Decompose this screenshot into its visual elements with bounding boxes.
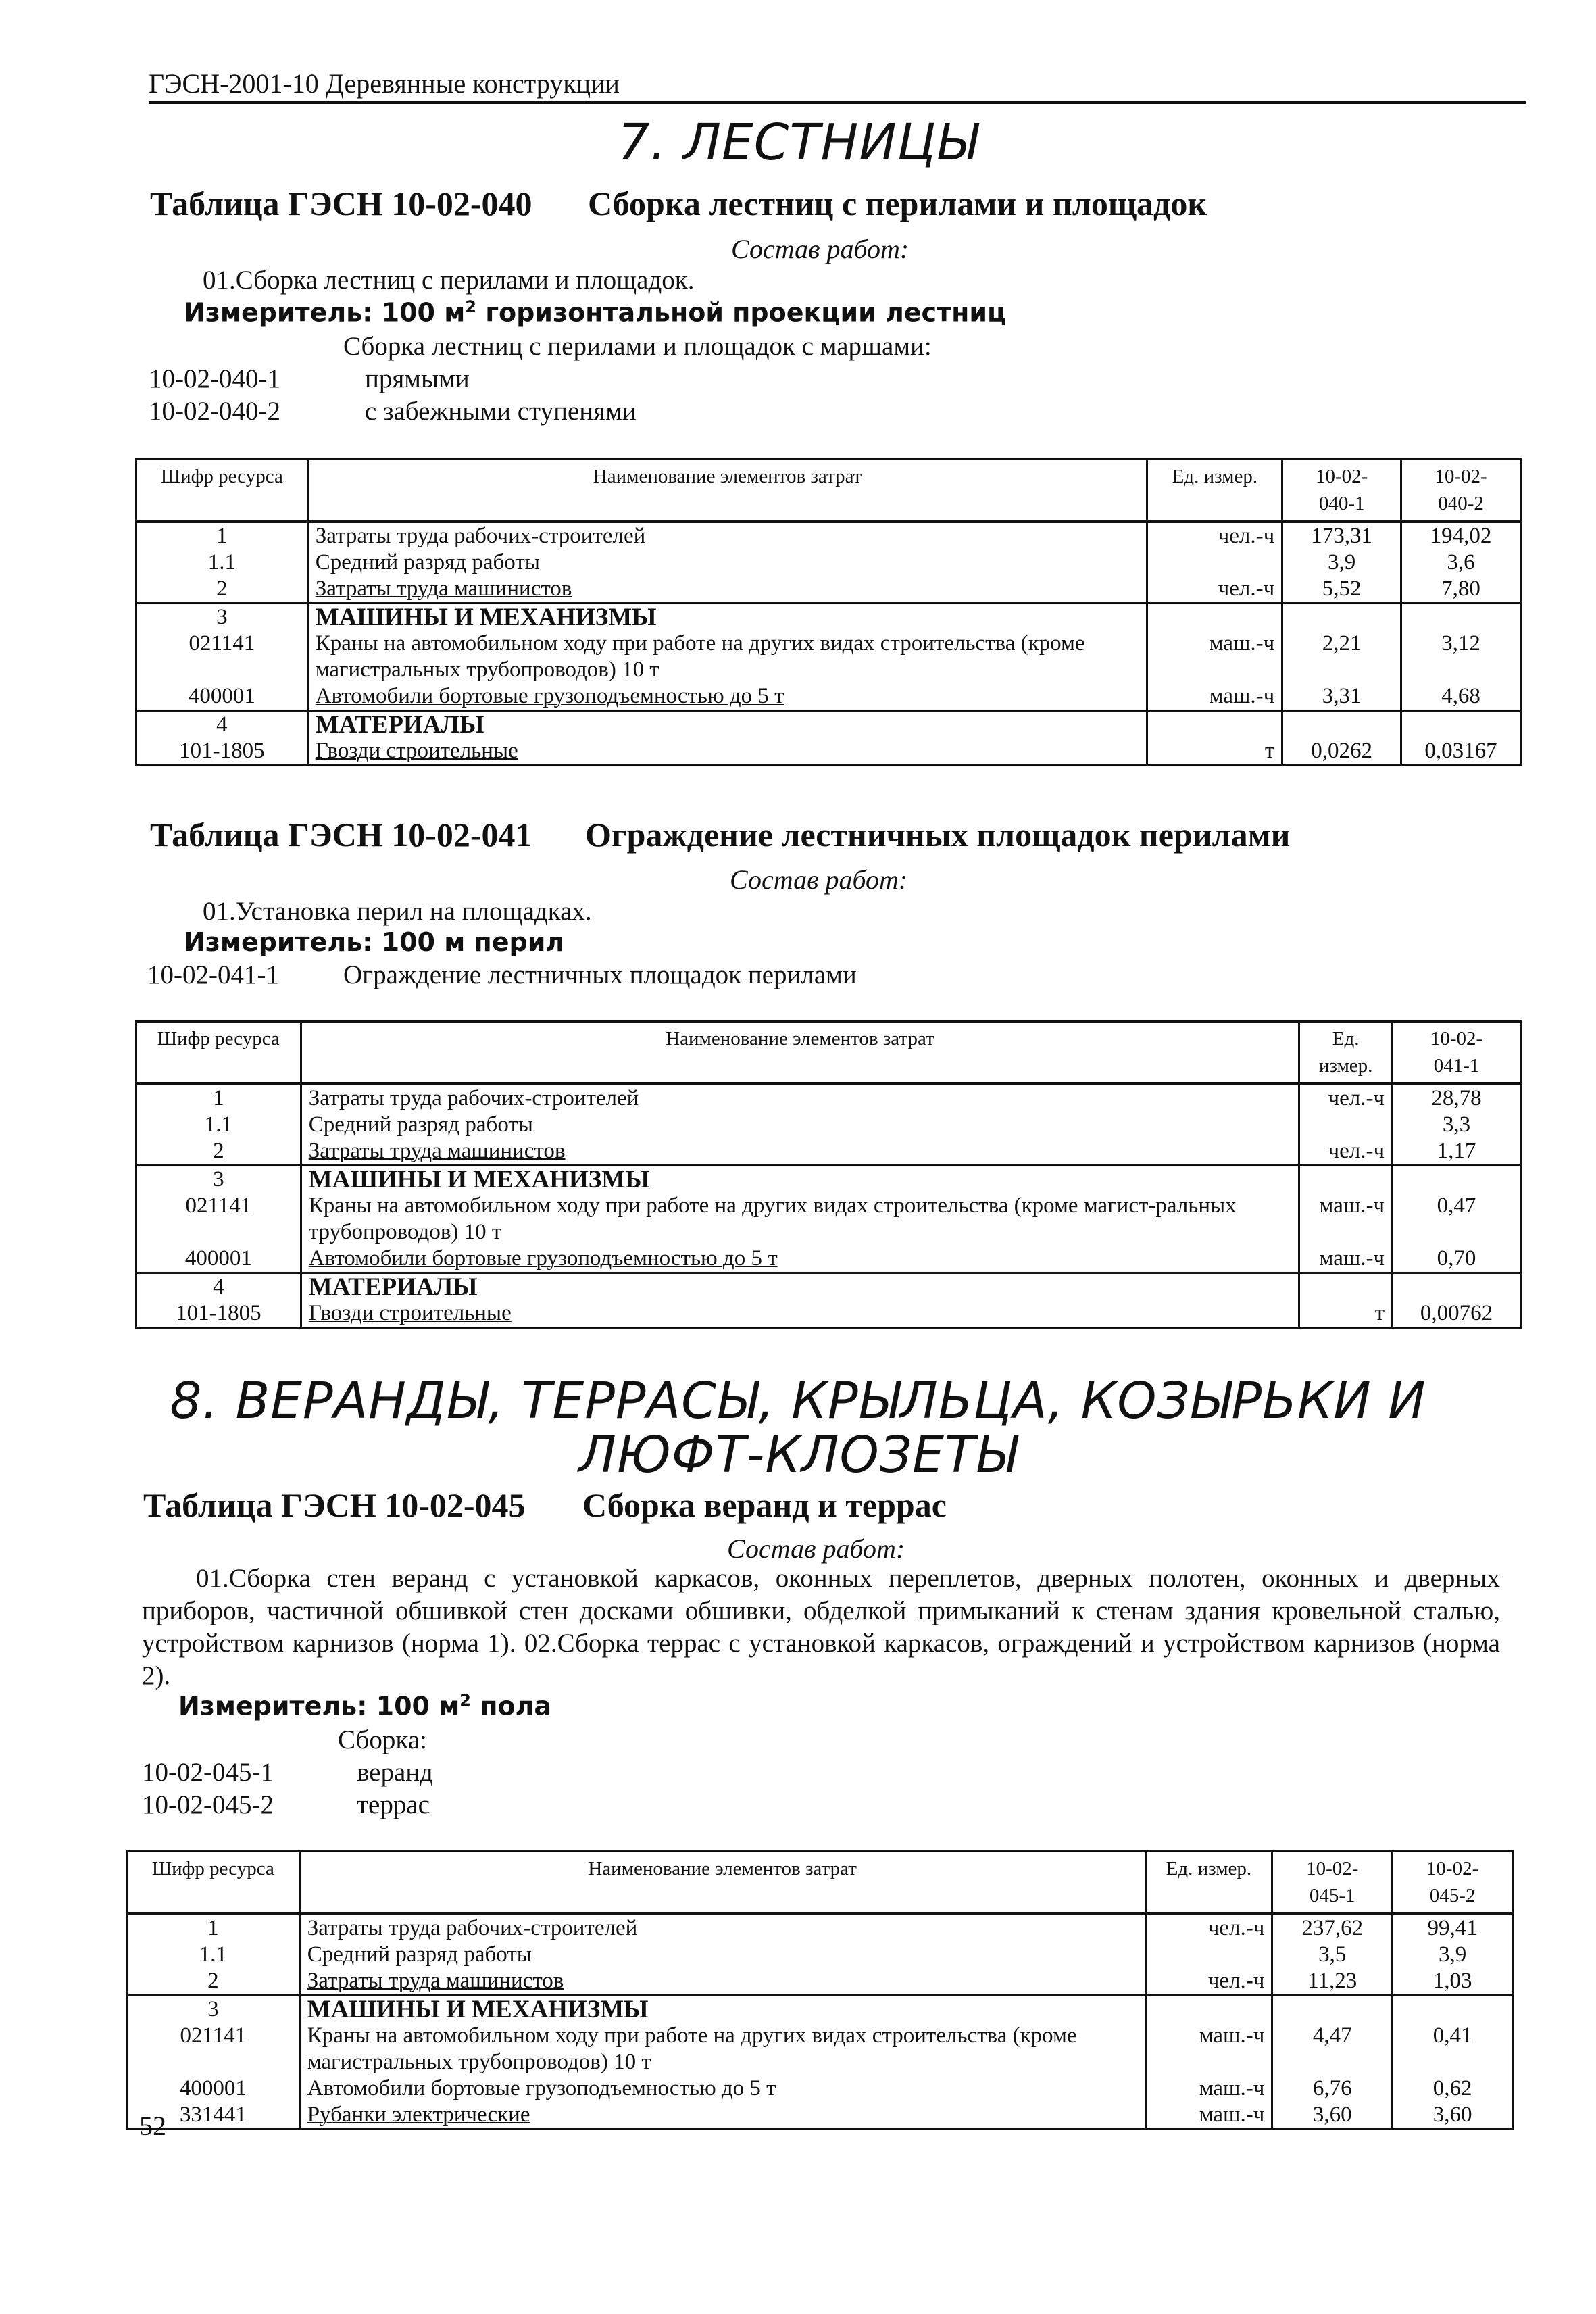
table-row: [127, 1942, 1513, 1968]
cell: чел.-ч: [1299, 1138, 1393, 1166]
sostav-label: Состав работ:: [727, 1533, 905, 1564]
meter-label: Измеритель:: [184, 927, 373, 957]
table-row: [136, 1112, 1521, 1138]
cell: МАТЕРИАЛЫ: [307, 711, 1147, 739]
cell: [1282, 711, 1401, 739]
col-header: 10-02- 040-1: [1282, 460, 1401, 522]
cell: 2: [136, 576, 308, 604]
table-title: Сборка лестниц с перилами и площадок: [588, 184, 1207, 222]
cell: Рубанки электрические: [299, 2102, 1145, 2130]
cell: 0,41: [1393, 2023, 1513, 2075]
cell: Автомобили бортовые грузоподъемностью до 5 т: [299, 2075, 1145, 2102]
cell: [1393, 1996, 1513, 2023]
table-row: [136, 1246, 1521, 1273]
table-row: [136, 1138, 1521, 1166]
norm-text: прямыми: [365, 364, 470, 393]
table-row: [136, 549, 1521, 576]
col-header: 10-02- 040-2: [1401, 460, 1521, 522]
norm-code: 10-02-040-1: [149, 364, 280, 393]
cell: Гвозди строительные: [301, 1300, 1299, 1328]
table-row: [136, 738, 1521, 766]
cell: Затраты труда машинистов: [299, 1968, 1145, 1996]
table-row: [136, 683, 1521, 711]
cell: 28,78: [1393, 1084, 1521, 1112]
cell: 1,03: [1393, 1968, 1513, 1996]
table-code: Таблица ГЭСН 10-02-041: [150, 816, 532, 854]
cell: чел.-ч: [1147, 576, 1282, 604]
table-row: [136, 576, 1521, 604]
cell: МАШИНЫ И МЕХАНИЗМЫ: [299, 1996, 1145, 2023]
col-header: 10-02- 045-2: [1393, 1852, 1513, 1914]
table-row: [136, 522, 1521, 550]
table-row: [136, 1084, 1521, 1112]
table-row: [127, 1914, 1513, 1942]
cell: 400001: [127, 2075, 300, 2102]
meter-line: [184, 297, 1006, 328]
meter-sup: 2: [459, 1691, 471, 1710]
cell: 3,3: [1393, 1112, 1521, 1138]
meter-sup: 2: [465, 297, 476, 316]
cell: 400001: [136, 683, 308, 711]
col-header: Наименование элементов затрат: [299, 1852, 1145, 1914]
running-title: ГЭСН-2001-10 Деревянные конструкции: [149, 68, 620, 99]
cell: т: [1299, 1300, 1393, 1328]
norm-text: веранд: [357, 1758, 434, 1787]
cell: Автомобили бортовые грузоподъемностью до 5 т: [301, 1246, 1299, 1273]
cell: 021141: [127, 2023, 300, 2075]
cell: 1: [136, 1084, 301, 1112]
cell: 2: [127, 1968, 300, 1996]
meter-value: 100 м перил: [381, 927, 565, 957]
cell: Краны на автомобильном ходу при работе на других видах строительства (кроме магистральных трубопроводов) 10 т: [307, 631, 1147, 683]
meter-label: Измеритель:: [178, 1691, 368, 1721]
cell: Краны на автомобильном ходу при работе на других видах строительства (кроме магист-ральных трубопроводов) 10 т: [301, 1193, 1299, 1246]
col-header: 10-02- 041-1: [1393, 1022, 1521, 1084]
table-row: [136, 604, 1521, 631]
cell: 3,9: [1282, 549, 1401, 576]
cell: чел.-ч: [1147, 522, 1282, 550]
cell: [1147, 711, 1282, 739]
cell: МАШИНЫ И МЕХАНИЗМЫ: [301, 1166, 1299, 1193]
table-row: [136, 1273, 1521, 1301]
table-row: [127, 1996, 1513, 2023]
resource-table-041: [135, 1020, 1522, 1329]
cell: 99,41: [1393, 1914, 1513, 1942]
works-description: 01.Сборка лестниц с перилами и площадок.: [203, 266, 695, 295]
norm-text: Ограждение лестничных площадок перилами: [343, 960, 857, 989]
cell: 0,0262: [1282, 738, 1401, 766]
cell: 6,76: [1272, 2075, 1393, 2102]
table-row: [127, 1968, 1513, 1996]
cell: 3,9: [1393, 1942, 1513, 1968]
table-row: [127, 2102, 1513, 2130]
col-header: Шифр ресурса: [136, 460, 308, 522]
cell: 0,70: [1393, 1246, 1521, 1273]
cell: Затраты труда машинистов: [307, 576, 1147, 604]
cell: Затраты труда рабочих-строителей: [301, 1084, 1299, 1112]
cell: 2: [136, 1138, 301, 1166]
cell: т: [1147, 738, 1282, 766]
table-row: [136, 631, 1521, 683]
cell: 3,5: [1272, 1942, 1393, 1968]
table-row: [136, 1166, 1521, 1193]
cell: 021141: [136, 1193, 301, 1246]
table-row: [127, 2075, 1513, 2102]
cell: 101-1805: [136, 738, 308, 766]
cell: маш.-ч: [1299, 1246, 1393, 1273]
works-description: 01.Сборка стен веранд с установкой каркасов, оконных переплетов, дверных полотен, оконных и дверных приборов, частичной обшивкой стен досками обшивки, обделкой примыканий к стенам здания кровельной сталью, устройством карнизов (норма 1). 02.Сборка террас с установкой каркасов, ограждений и устройством карнизов (норма 2).: [142, 1564, 1500, 1690]
cell: 11,23: [1272, 1968, 1393, 1996]
cell: 101-1805: [136, 1300, 301, 1328]
col-header: Наименование элементов затрат: [301, 1022, 1299, 1084]
table-row: [136, 1193, 1521, 1246]
cell: Гвозди строительные: [307, 738, 1147, 766]
cell: 3: [136, 604, 308, 631]
table-row: [136, 1300, 1521, 1328]
cell: 237,62: [1272, 1914, 1393, 1942]
meter-rest: горизонтальной проекции лестниц: [476, 297, 1007, 328]
norm-text: с забежными ступенями: [365, 397, 637, 426]
cell: 4: [136, 1273, 301, 1301]
cell: Затраты труда машинистов: [301, 1138, 1299, 1166]
cell: 021141: [136, 631, 308, 683]
cell: маш.-ч: [1299, 1193, 1393, 1246]
cell: Затраты труда рабочих-строителей: [307, 522, 1147, 550]
cell: [1147, 604, 1282, 631]
table-title: Сборка веранд и террас: [582, 1486, 947, 1524]
cell: чел.-ч: [1145, 1968, 1272, 1996]
cell: 331441: [127, 2102, 300, 2130]
section-title-8-line1: 8. ВЕРАНДЫ, ТЕРРАСЫ, КРЫЛЬЦА, КОЗЫРЬКИ И: [170, 1372, 1426, 1430]
col-header: Шифр ресурса: [127, 1852, 300, 1914]
cell: маш.-ч: [1147, 631, 1282, 683]
cell: 3,6: [1401, 549, 1521, 576]
section-title-8-line2: ЛЮФТ-КЛОЗЕТЫ: [578, 1426, 1018, 1484]
norm-code: 10-02-045-2: [142, 1790, 274, 1819]
page-number: 52: [139, 2111, 166, 2141]
resource-table-040: [135, 458, 1522, 766]
meter-label: Измеритель:: [184, 297, 373, 328]
sostav-label: Состав работ:: [731, 234, 909, 264]
cell: 3,12: [1401, 631, 1521, 683]
col-header: Шифр ресурса: [136, 1022, 301, 1084]
meter-rest: пола: [470, 1691, 552, 1721]
norm-subtitle: Сборка:: [338, 1725, 427, 1754]
norm-code: 10-02-040-2: [149, 397, 280, 426]
cell: 0,03167: [1401, 738, 1521, 766]
cell: 2,21: [1282, 631, 1401, 683]
cell: Средний разряд работы: [301, 1112, 1299, 1138]
meter-value: 100 м: [381, 297, 466, 328]
cell: маш.-ч: [1145, 2102, 1272, 2130]
norm-code: 10-02-041-1: [147, 960, 279, 989]
resource-table-045: [126, 1850, 1514, 2130]
cell: 3,60: [1272, 2102, 1393, 2130]
cell: [1299, 1273, 1393, 1301]
cell: 3,31: [1282, 683, 1401, 711]
cell: МАТЕРИАЛЫ: [301, 1273, 1299, 1301]
table-title: Ограждение лестничных площадок перилами: [585, 816, 1291, 854]
cell: Краны на автомобильном ходу при работе на других видах строительства (кроме магистральных трубопроводов) 10 т: [299, 2023, 1145, 2075]
cell: 0,47: [1393, 1193, 1521, 1246]
header-rule: [149, 101, 1526, 104]
cell: [1299, 1112, 1393, 1138]
cell: [1145, 1996, 1272, 2023]
cell: 4: [136, 711, 308, 739]
cell: маш.-ч: [1145, 2075, 1272, 2102]
cell: 1: [136, 522, 308, 550]
cell: 4,68: [1401, 683, 1521, 711]
norm-subtitle: Сборка лестниц с перилами и площадок с маршами:: [343, 332, 932, 361]
meter-line: [178, 1691, 551, 1721]
cell: [1401, 604, 1521, 631]
cell: [1299, 1166, 1393, 1193]
sostav-label: Состав работ:: [730, 864, 908, 895]
table-row: [136, 711, 1521, 739]
meter-line: [184, 927, 564, 957]
cell: [1393, 1166, 1521, 1193]
cell: Затраты труда рабочих-строителей: [299, 1914, 1145, 1942]
col-header: Ед. измер.: [1145, 1852, 1272, 1914]
cell: [1145, 1942, 1272, 1968]
cell: [1393, 1273, 1521, 1301]
cell: 1: [127, 1914, 300, 1942]
col-header: 10-02- 045-1: [1272, 1852, 1393, 1914]
cell: МАШИНЫ И МЕХАНИЗМЫ: [307, 604, 1147, 631]
cell: 1.1: [136, 1112, 301, 1138]
table-code: Таблица ГЭСН 10-02-040: [150, 184, 532, 222]
meter-value: 100 м: [376, 1691, 460, 1721]
section-title-7: 7. ЛЕСТНИЦЫ: [618, 114, 978, 172]
cell: [1272, 1996, 1393, 2023]
cell: 5,52: [1282, 576, 1401, 604]
cell: Средний разряд работы: [299, 1942, 1145, 1968]
col-header: Ед. измер.: [1147, 460, 1282, 522]
works-description: 01.Установка перил на площадках.: [203, 897, 592, 926]
cell: [1401, 711, 1521, 739]
cell: чел.-ч: [1299, 1084, 1393, 1112]
col-header: Ед. измер.: [1299, 1022, 1393, 1084]
table-row: [127, 2023, 1513, 2075]
cell: 4,47: [1272, 2023, 1393, 2075]
col-header: Наименование элементов затрат: [307, 460, 1147, 522]
cell: маш.-ч: [1147, 683, 1282, 711]
cell: 3: [127, 1996, 300, 2023]
table-code: Таблица ГЭСН 10-02-045: [143, 1486, 526, 1524]
cell: Автомобили бортовые грузоподъемностью до 5 т: [307, 683, 1147, 711]
cell: 173,31: [1282, 522, 1401, 550]
norm-code: 10-02-045-1: [142, 1758, 274, 1787]
cell: [1282, 604, 1401, 631]
cell: 1.1: [127, 1942, 300, 1968]
cell: 0,62: [1393, 2075, 1513, 2102]
cell: 0,00762: [1393, 1300, 1521, 1328]
cell: 7,80: [1401, 576, 1521, 604]
cell: [1147, 549, 1282, 576]
cell: 1.1: [136, 549, 308, 576]
cell: 194,02: [1401, 522, 1521, 550]
norm-text: террас: [357, 1790, 430, 1819]
cell: 400001: [136, 1246, 301, 1273]
cell: маш.-ч: [1145, 2023, 1272, 2075]
cell: 1,17: [1393, 1138, 1521, 1166]
cell: Средний разряд работы: [307, 549, 1147, 576]
cell: 3: [136, 1166, 301, 1193]
cell: чел.-ч: [1145, 1914, 1272, 1942]
cell: 3,60: [1393, 2102, 1513, 2130]
